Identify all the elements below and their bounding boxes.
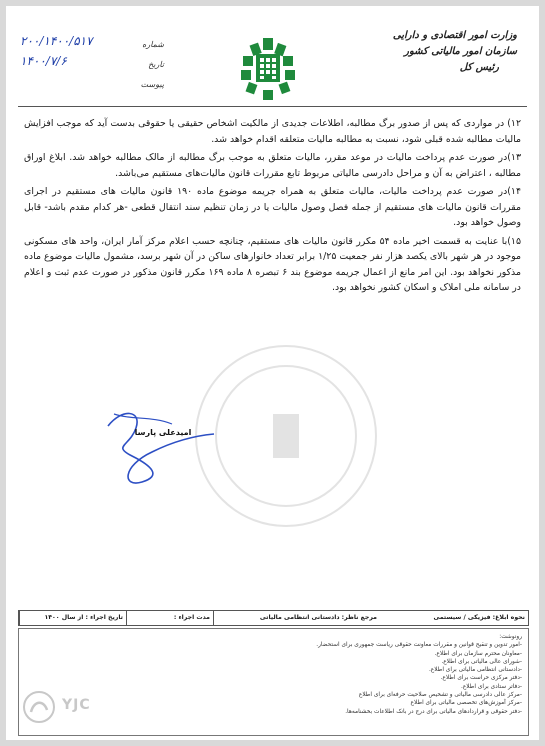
- letter-number-row: [16, 34, 166, 54]
- letter-attachment-label: پیوست: [140, 80, 164, 89]
- copies-item: -دادستانی انتظامی مالیاتی برای اطلاع.: [428, 667, 522, 674]
- letter-date-label: تاریخ: [148, 60, 164, 69]
- ministry-line: سازمان امور مالیاتی کشور: [404, 46, 517, 57]
- signer-name: امیدعلی پارسا: [134, 428, 192, 437]
- paragraph-12: ۱۲) در مواردی که پس از صدور برگ مطالبه، اطلاعات جدیدی از مالکیت اشخاص حقیقی یا حقوقی بدست آید که موجب افزایش مالیات مطالبه شده قبلی شود، نسبت به مطالبه مالیات متعلقه اقدام خواهد شد.: [24, 118, 521, 145]
- letter-attachment-row: [16, 74, 166, 94]
- letter-body: [24, 116, 521, 299]
- letter-date-row: [16, 54, 166, 74]
- execution-info-table: [18, 610, 529, 626]
- copies-item: -مرکز عالی دادرسی مالیاتی و تشخیص صلاحیت حرفه‌ای برای اطلاع: [358, 692, 522, 699]
- yjc-emblem-icon: [22, 690, 56, 724]
- yjc-logo: [22, 690, 112, 724]
- copies-item: -دفتر حقوقی و قراردادهای مالیاتی برای درج در بانک اطلاعات بخشنامه‌ها.: [345, 708, 522, 715]
- paragraph-13: ۱۳)در صورت عدم پرداخت مالیات در موعد مقرر، مالیات متعلق به موجب برگ مطالبه از مالک مطالبه خواهد شد. ابلاغ اوراق مطالبه ، اعتراض به آن و مراحل دادرسی مالیاتی مربوط تابع مقررات قانون مالیات‌های مستقیم می‌باشد.: [24, 152, 521, 179]
- tax-organization-emblem-icon: [239, 36, 297, 102]
- supervisory-authority-cell: مرجع ناظر: دادستانی انتظامی مالیاتی: [213, 611, 380, 625]
- copies-item: -معاونان محترم سازمان برای اطلاع.: [434, 650, 522, 657]
- copies-item: -شورای عالی مالیاتی برای اطلاع.: [441, 658, 522, 665]
- paragraph-15: ۱۵)با عنایت به قسمت اخیر ماده ۵۴ مکرر قانون مالیات های مستقیم، چنانچه حسب اعلام مرکز آمار ایران، واحد های مسکونی موجود در هر شهر بالای یکصد هزار نفر جمعیت ۱/۲۵ برابر تعداد خانوارهای ساکن در آن شهر برسد، مشمول مالیات موضوع ماده مذکور نخواهد بود. این امر مانع از اعمال جریمه موضوع بند ۶ تبصره ۸ ماده ۱۶۹ مکرر قانون مذکور در صورت عدم ثبت و اعلام در سامانه ملی املاک و اسکان کشور نخواهد بود.: [24, 235, 521, 293]
- copies-item: -دفاتر ستادی برای اطلاع.: [461, 683, 522, 690]
- execution-duration-cell: مدت اجراء :: [126, 611, 213, 625]
- copies-item: -مرکز آموزش‌های تخصصی مالیاتی برای اطلاع: [410, 700, 522, 707]
- execution-date-cell: تاریخ اجراء : از سال ۱۴۰۰: [19, 611, 126, 625]
- letter-header: [6, 6, 539, 106]
- letter-metadata: [16, 34, 166, 94]
- ministry-title-block: [387, 28, 517, 76]
- letter-date-value: ۱۴۰۰/۷/۶: [20, 54, 67, 68]
- copies-item: -دفتر مرکزی حراست برای اطلاع.: [440, 675, 522, 682]
- handwritten-signature: [102, 406, 222, 486]
- letter-number-label: شماره: [142, 40, 164, 49]
- ministry-line: وزارت امور اقتصادی و دارایی: [392, 30, 517, 41]
- letter-number-value: ۲۰۰/۱۴۰۰/۵۱۷: [20, 34, 93, 48]
- copies-list: [82, 633, 522, 716]
- notification-method-cell: نحوه ابلاغ: فیزیکی / سیستمی: [433, 614, 525, 621]
- paragraph-14: ۱۴)در صورت عدم پرداخت مالیات، مالیات متعلق به همراه جریمه موضوع ماده ۱۹۰ قانون مالیات های مستقیم در اجرای مقررات قانون مالیات های مستقیم از جمله فصل وصول مالیات یا در زمان تنظیم سند انتقال قطعی -هر کدام مقدم باشد- قابل وصول خواهد بود.: [24, 186, 521, 228]
- copies-item: -امور تدوین و تنقیح قوانین و مقررات معاونت حقوقی ریاست جمهوری برای استحضار.: [316, 642, 522, 649]
- copies-heading: رونوشت:: [499, 634, 522, 640]
- letter-page: [6, 6, 539, 740]
- header-divider: [18, 106, 527, 107]
- ministry-line: رئیس کل: [459, 62, 499, 73]
- yjc-logo-text: YJC: [62, 697, 91, 713]
